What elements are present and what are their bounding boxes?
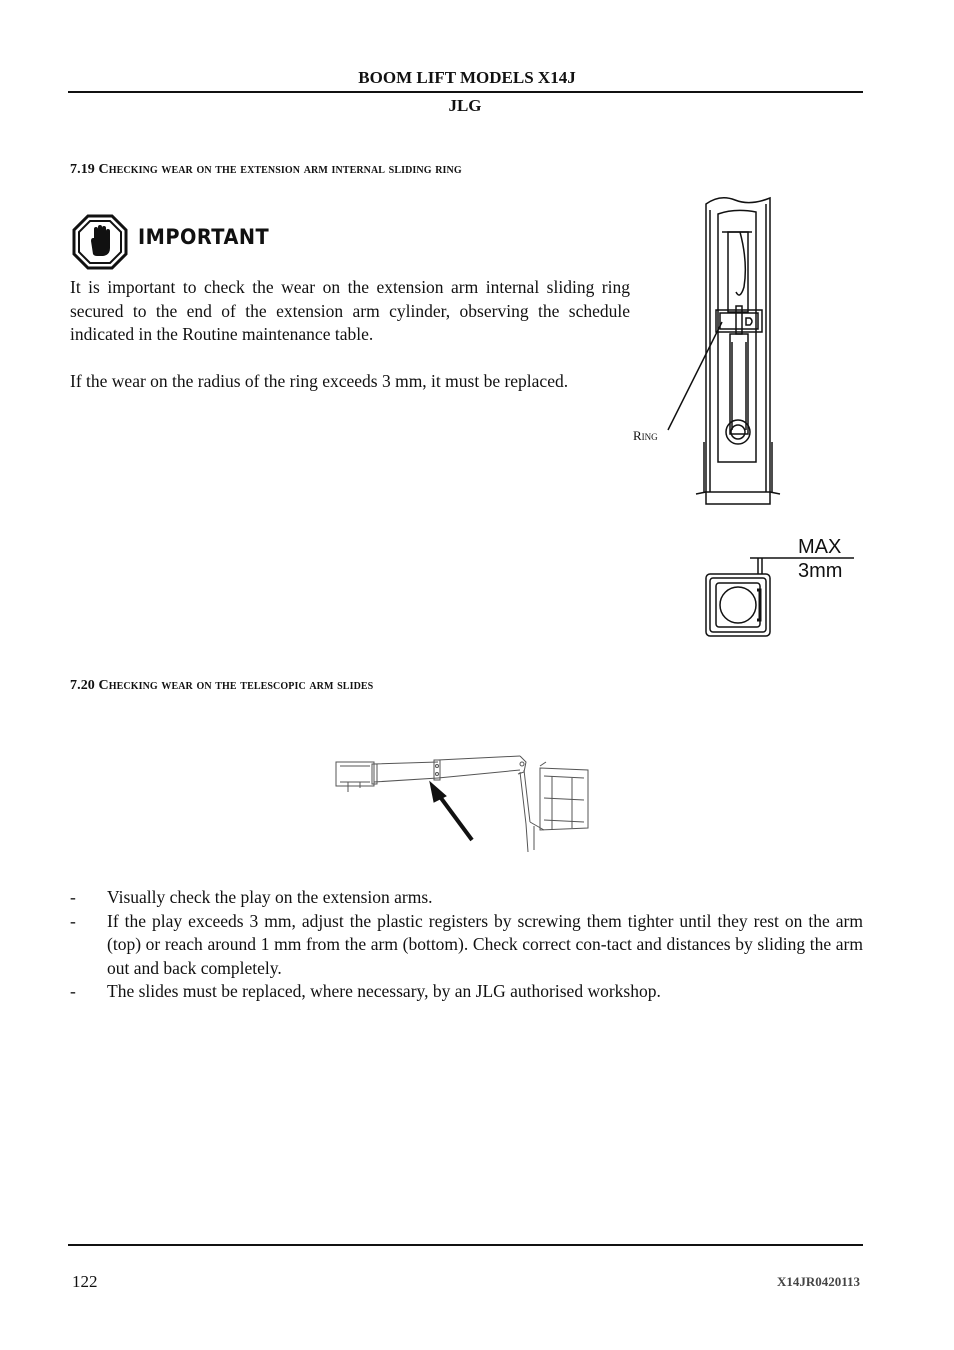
section-720-heading [70, 678, 373, 694]
section-720-bullet-list [70, 886, 863, 1004]
header-title: BOOM LIFT MODELS X14J [358, 68, 576, 87]
bullet-marker: - [70, 910, 76, 931]
list-item [70, 980, 863, 1004]
section-720-title: Checking wear on the telescopic arm slides [98, 678, 374, 693]
list-item [70, 886, 863, 910]
section-720-number: 7.20 [70, 678, 95, 693]
extension-arm-ring-figure [660, 192, 800, 517]
section-719-title: Checking wear on the extension arm internal sliding ring [98, 162, 462, 177]
list-item-text: If the play exceeds 3 mm, adjust the plastic registers by screwing them tighter until they rest on the arm (top) or reach around 1 mm from the arm (bottom). Check correct con-tact and distances by sliding the arm out and back completely. [107, 910, 863, 978]
telescopic-arm-figure [334, 752, 594, 858]
important-label: IMPORTANT [138, 225, 270, 249]
section-719-number: 7.19 [70, 162, 95, 177]
header-rule [68, 91, 863, 93]
max-value-text: 3mm [798, 560, 843, 582]
stop-hand-icon [72, 214, 128, 270]
section-719-paragraph-2: If the wear on the radius of the ring exceeds 3 mm, it must be replaced. [70, 371, 569, 391]
bullet-marker: - [70, 981, 76, 1001]
list-item [70, 910, 863, 981]
ring-label: Ring [633, 428, 658, 443]
list-item-text: Visually check the play on the extension arms. [107, 887, 433, 907]
document-code: X14JR0420113 [776, 1274, 860, 1289]
list-item-text: The slides must be replaced, where necessary, by an JLG authorised workshop. [107, 981, 661, 1001]
bullet-marker: - [70, 887, 76, 907]
page-number: 122 [72, 1272, 98, 1291]
header-brand: JLG [448, 96, 482, 115]
max-wear-label [798, 535, 842, 583]
section-719-heading [70, 162, 462, 178]
section-719-paragraph-1: It is important to check the wear on the extension arm internal sliding ring secured to the end of the extension arm cylinder, observing the schedule indicated in the Routine maintenance table. [70, 277, 630, 344]
footer-rule [68, 1244, 863, 1246]
max-label-text: MAX [798, 536, 842, 558]
